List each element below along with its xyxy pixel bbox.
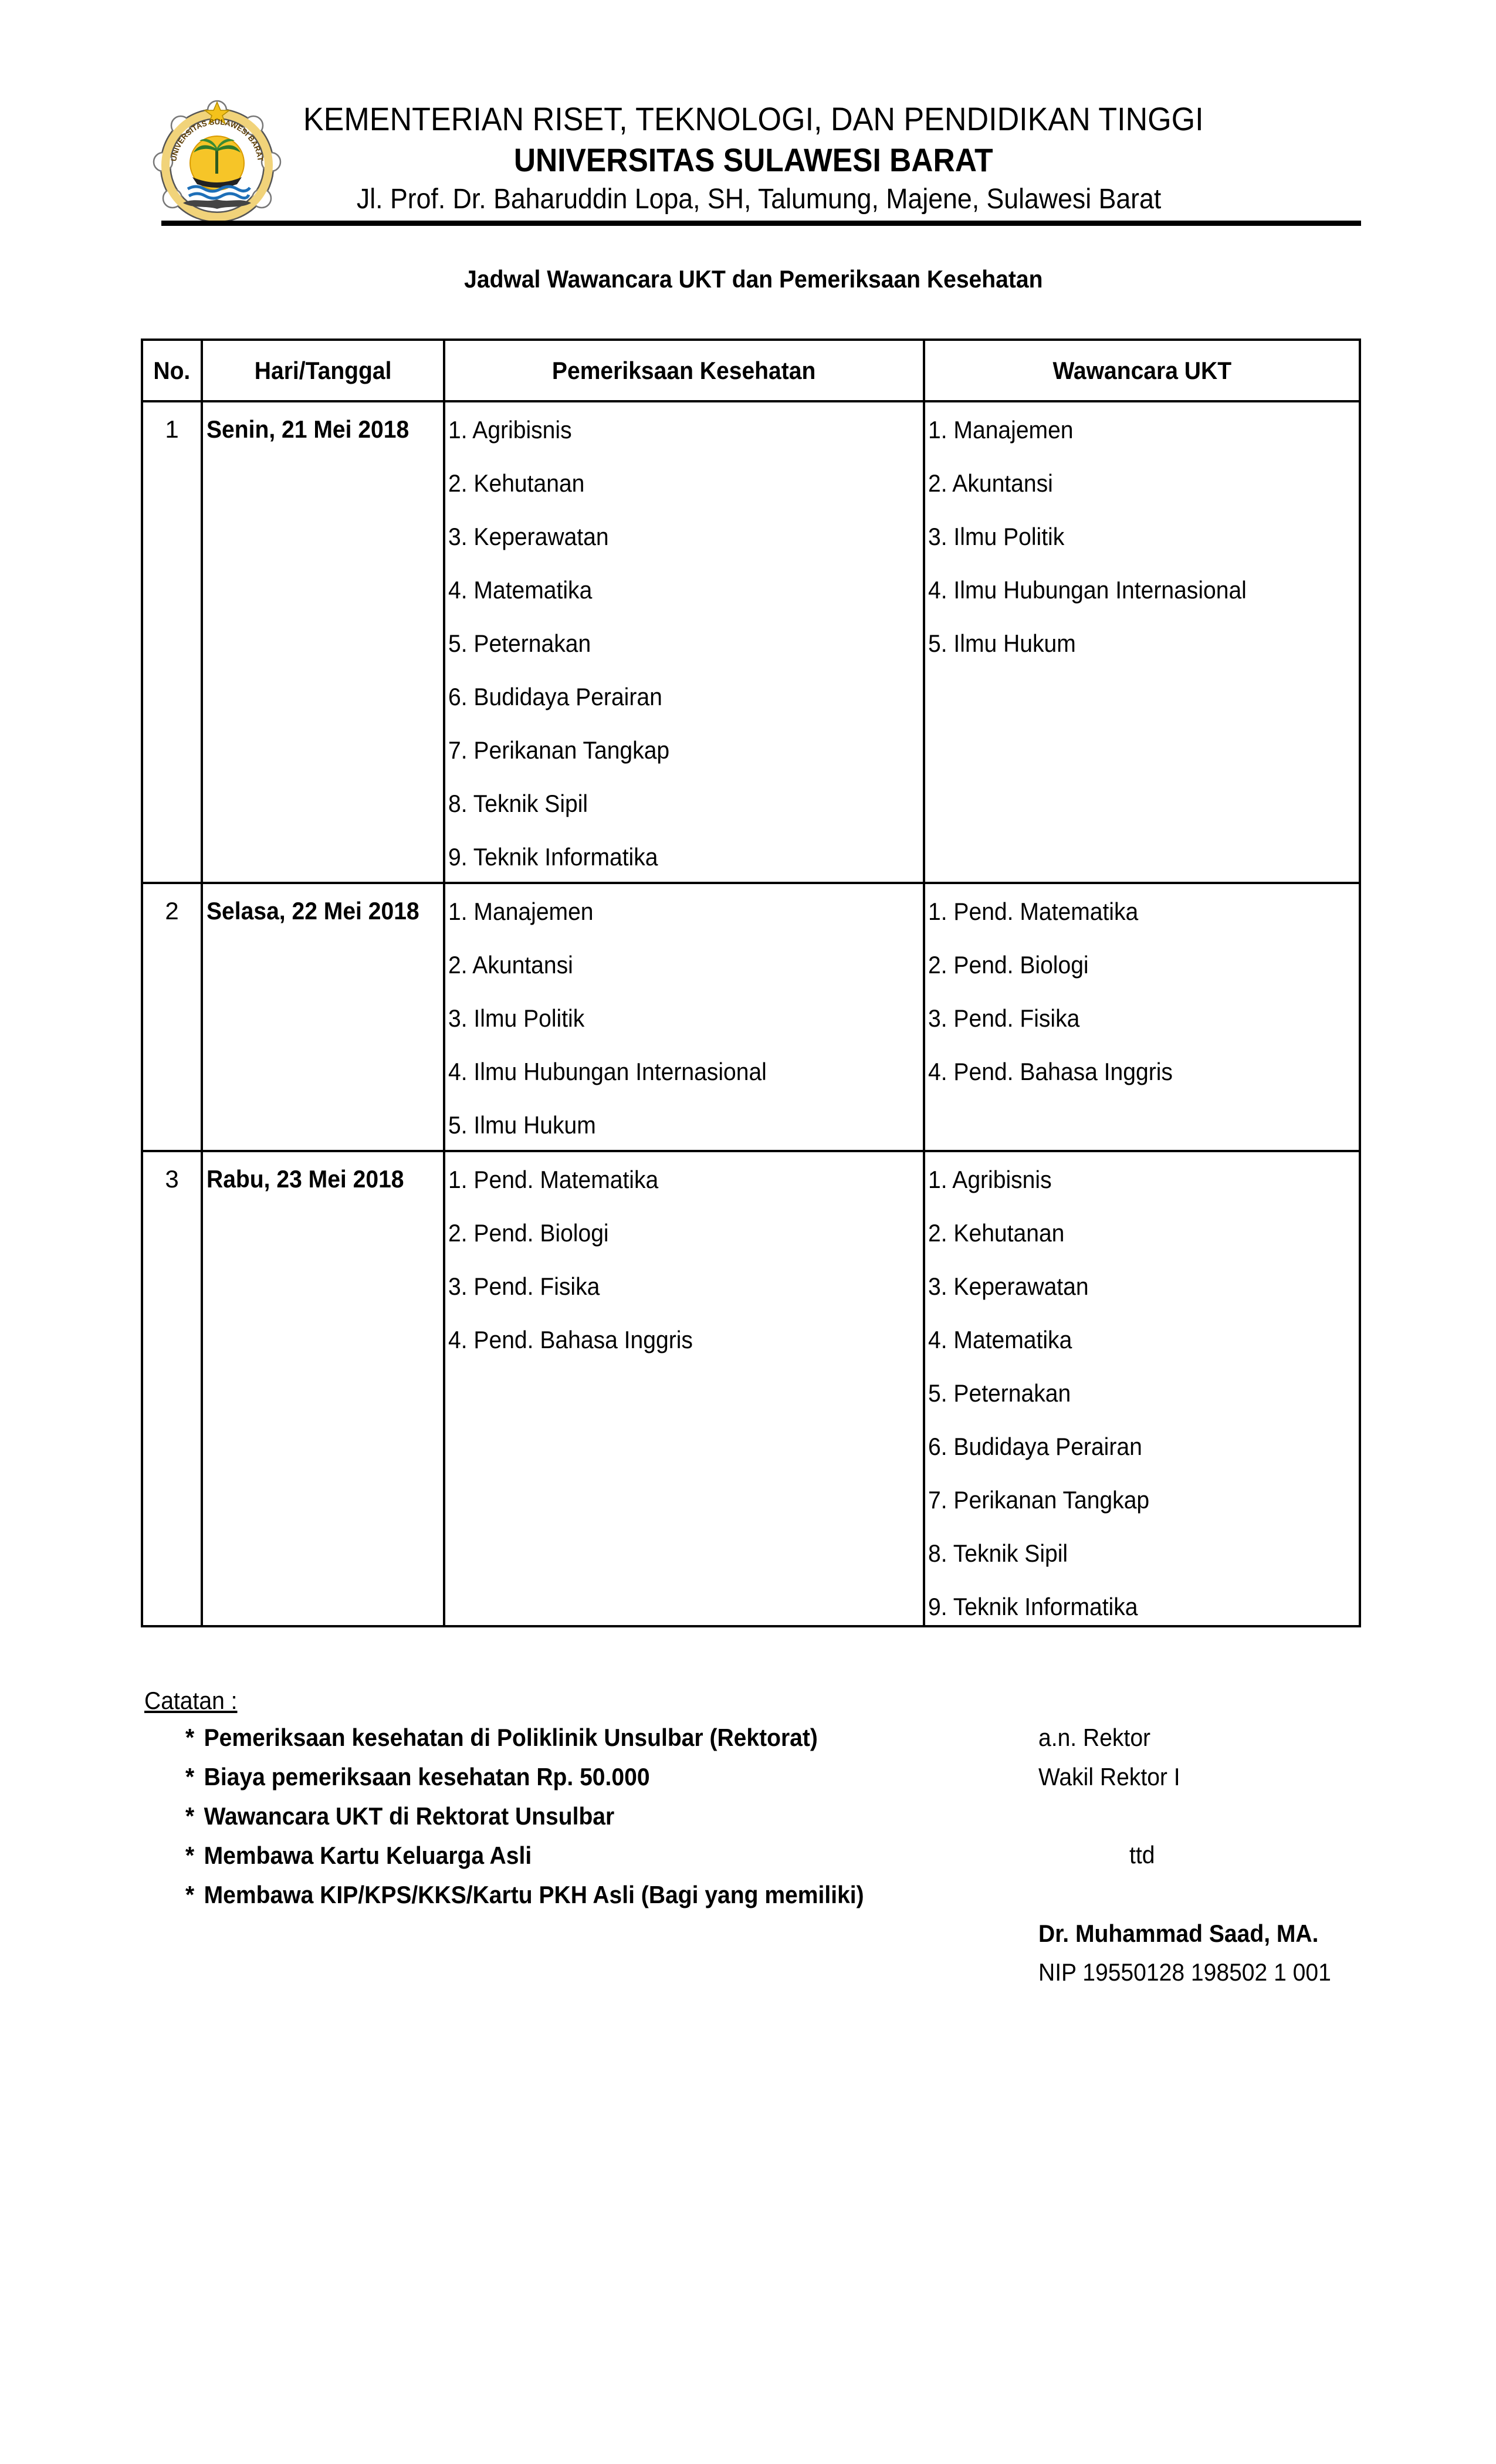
- column-divider: [923, 341, 925, 1625]
- list-item: 5. Ilmu Hukum: [928, 629, 1076, 657]
- list-item: 3. Ilmu Politik: [928, 523, 1065, 550]
- letterhead: [0, 0, 1496, 229]
- university-name: UNIVERSITAS SULAWESI BARAT: [513, 141, 993, 178]
- signature-on-behalf: a.n. Rektor: [1038, 1724, 1151, 1751]
- list-item: 1. Manajemen: [448, 898, 594, 925]
- list-item: 5. Peternakan: [448, 629, 591, 657]
- note-item: * Membawa Kartu Keluarga Asli: [185, 1842, 532, 1869]
- header-health-check: Pemeriksaan Kesehatan: [552, 356, 816, 384]
- ministry-name: KEMENTERIAN RISET, TEKNOLOGI, DAN PENDIDIKAN TINGGI: [303, 100, 1204, 137]
- list-item: 7. Perikanan Tangkap: [448, 736, 670, 764]
- health-check-list: [448, 415, 686, 896]
- row-divider: [143, 400, 1359, 402]
- list-item: 5. Peternakan: [928, 1379, 1071, 1407]
- list-item: 6. Budidaya Perairan: [928, 1433, 1142, 1460]
- header-no: No.: [153, 356, 191, 384]
- list-item: 2. Kehutanan: [448, 469, 585, 497]
- interview-list: [928, 1165, 1166, 1646]
- signature-mark: ttd: [1129, 1841, 1155, 1869]
- interview-list: [928, 415, 1271, 682]
- list-item: 2. Kehutanan: [928, 1219, 1065, 1247]
- notes-label: Catatan :: [144, 1687, 238, 1714]
- row-date: Senin, 21 Mei 2018: [207, 415, 409, 443]
- column-divider: [201, 341, 203, 1625]
- list-item: 1. Agribisnis: [448, 416, 572, 444]
- list-item: 6. Budidaya Perairan: [448, 683, 662, 710]
- note-bullet: *: [185, 1842, 195, 1869]
- row-number: 3: [165, 1165, 179, 1193]
- health-check-list: [448, 897, 791, 1164]
- list-item: 1. Agribisnis: [928, 1166, 1052, 1193]
- list-item: 1. Pend. Matematika: [928, 898, 1139, 925]
- signatory-name: Dr. Muhammad Saad, MA.: [1038, 1920, 1319, 1947]
- list-item: 4. Ilmu Hubungan Internasional: [448, 1058, 767, 1085]
- note-bullet: *: [185, 1724, 195, 1751]
- row-number: 2: [165, 897, 179, 925]
- list-item: 5. Ilmu Hukum: [448, 1111, 596, 1139]
- list-item: 2. Pend. Biologi: [928, 951, 1089, 979]
- list-item: 9. Teknik Informatika: [448, 843, 658, 871]
- schedule-table: [141, 339, 1361, 1627]
- list-item: 2. Pend. Biologi: [448, 1219, 609, 1247]
- list-item: 3. Keperawatan: [448, 523, 609, 550]
- letterhead-divider: [161, 221, 1361, 226]
- health-check-list: [448, 1165, 711, 1379]
- list-item: 3. Pend. Fisika: [448, 1272, 600, 1300]
- list-item: 3. Pend. Fisika: [928, 1004, 1080, 1032]
- interview-list: [928, 897, 1191, 1111]
- list-item: 3. Ilmu Politik: [448, 1004, 585, 1032]
- list-item: 1. Pend. Matematika: [448, 1166, 659, 1193]
- list-item: 9. Teknik Informatika: [928, 1593, 1138, 1620]
- list-item: 3. Keperawatan: [928, 1272, 1089, 1300]
- list-item: 8. Teknik Sipil: [448, 790, 588, 817]
- note-item: * Membawa KIP/KPS/KKS/Kartu PKH Asli (Bagi yang memiliki): [185, 1881, 864, 1908]
- note-item: * Pemeriksaan kesehatan di Poliklinik Unsulbar (Rektorat): [185, 1724, 818, 1751]
- svg-text:UNIVERSITAS SULAWESI BARAT: UNIVERSITAS SULAWESI BARAT: [169, 117, 265, 162]
- list-item: 4. Pend. Bahasa Inggris: [448, 1326, 693, 1353]
- note-bullet: *: [185, 1802, 195, 1830]
- row-date: Selasa, 22 Mei 2018: [207, 897, 419, 925]
- row-divider: [143, 882, 1359, 884]
- list-item: 2. Akuntansi: [928, 469, 1053, 497]
- note-bullet: *: [185, 1881, 195, 1908]
- note-item: * Biaya pemeriksaan kesehatan Rp. 50.000: [185, 1763, 650, 1791]
- row-date: Rabu, 23 Mei 2018: [207, 1165, 404, 1193]
- document-title: Jadwal Wawancara UKT dan Pemeriksaan Kesehatan: [464, 265, 1043, 293]
- list-item: 4. Pend. Bahasa Inggris: [928, 1058, 1173, 1085]
- signature-position: Wakil Rektor I: [1038, 1763, 1180, 1791]
- list-item: 7. Perikanan Tangkap: [928, 1486, 1150, 1514]
- list-item: 4. Matematika: [448, 576, 593, 604]
- university-address: Jl. Prof. Dr. Baharuddin Lopa, SH, Talumung, Majene, Sulawesi Barat: [356, 184, 1162, 215]
- signatory-nip: NIP 19550128 198502 1 001: [1038, 1958, 1331, 1986]
- note-item: * Wawancara UKT di Rektorat Unsulbar: [185, 1802, 615, 1830]
- note-bullet: *: [185, 1763, 195, 1791]
- header-day: Hari/Tanggal: [254, 356, 392, 384]
- column-divider: [443, 341, 445, 1625]
- list-item: 4. Matematika: [928, 1326, 1072, 1353]
- list-item: 2. Akuntansi: [448, 951, 573, 979]
- list-item: 1. Manajemen: [928, 416, 1074, 444]
- header-interview: Wawancara UKT: [1052, 356, 1231, 384]
- list-item: 8. Teknik Sipil: [928, 1539, 1068, 1567]
- list-item: 4. Ilmu Hubungan Internasional: [928, 576, 1247, 604]
- row-number: 1: [165, 415, 179, 443]
- notes-list: [185, 1724, 915, 1920]
